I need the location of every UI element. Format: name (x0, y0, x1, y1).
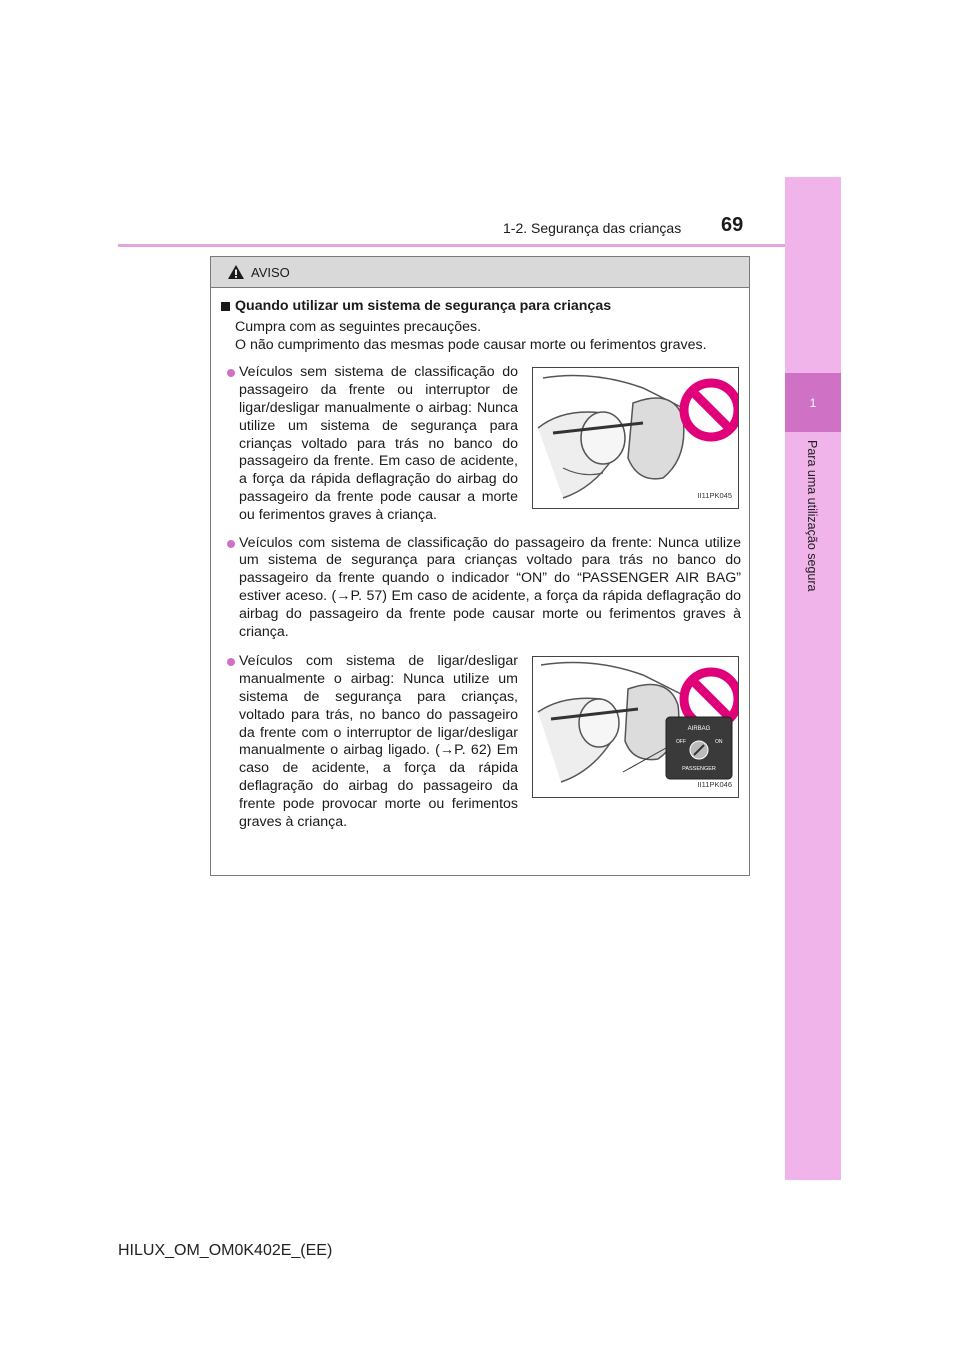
figure-code: II11PK046 (697, 779, 732, 789)
list-item (221, 535, 741, 642)
switch-label-on: ON (715, 739, 723, 746)
airbag-illustration (532, 367, 739, 509)
intro-line-2: O não cumprimento das mesmas pode causar morte ou ferimentos graves. (235, 336, 707, 353)
document-code: HILUX_OM_OM0K402E_(EE) (118, 1242, 333, 1259)
figure-code: II11PK045 (697, 490, 732, 500)
bullet-icon (227, 540, 235, 548)
square-bullet-icon (221, 302, 230, 311)
page-number: 69 (721, 214, 744, 236)
intro-line-1: Cumpra com as seguintes precauções. (235, 318, 482, 335)
warning-heading (221, 298, 741, 316)
warning-heading-text: Quando utilizar um sistema de segurança para crianças (235, 298, 612, 314)
header-rule (118, 244, 841, 247)
bullet-icon (227, 369, 235, 377)
switch-label-bottom: PASSENGER (682, 766, 716, 773)
list-item-text: Veículos sem sistema de classificação do passageiro da frente ou interruptor de ligar/desligar manualmente o airbag: Nunca utilize um sistema de segurança para crianças voltado para trás no banco do passageiro da frente. Em caso de acidente, a força da rápida deflagração do airbag do passageiro da frente pode causar a morte ou ferimentos graves à criança. (239, 364, 518, 523)
list-item (221, 364, 741, 524)
bullet-icon (227, 658, 235, 666)
airbag-switch-illustration (532, 656, 739, 798)
switch-label-off: OFF (676, 739, 686, 746)
warning-intro (221, 319, 741, 355)
warning-triangle-icon (227, 264, 245, 280)
switch-label-top: AIRBAG (687, 726, 711, 733)
chapter-label: Para uma utilização segura (805, 440, 819, 592)
list-item (221, 653, 741, 831)
list-item-text: Veículos com sistema de ligar/desligar manualmente o airbag: Nunca utilize um sistema de segurança para crianças, voltado para trás, no banco do passageiro da frente com o interruptor de ligar/desligar manualmente o airbag ligado. (→P. 62) Em caso de acidente, a força da rápida deflagração do airbag do passageiro da frente pode provocar morte ou ferimentos graves à criança. (239, 653, 518, 830)
warning-label: AVISO (251, 264, 290, 280)
section-title: 1-2. Segurança das crianças (503, 220, 682, 236)
warning-box (210, 256, 750, 876)
chapter-sidebar (785, 177, 841, 1180)
warning-body (211, 288, 749, 831)
warning-header (211, 257, 749, 288)
list-item-text: Veículos com sistema de classificação do passageiro da frente: Nunca utilize um sistema de segurança para crianças voltado para trás no banco do passageiro da frente quando o indicador “ON” do “PASSENGER AIR BAG” estiver aceso. (→P. 57) Em caso de acidente, a força da rápida deflagração do airbag do passageiro da frente pode causar morte ou ferimentos graves à criança. (239, 534, 741, 640)
chapter-tab[interactable]: 1 (785, 373, 841, 432)
